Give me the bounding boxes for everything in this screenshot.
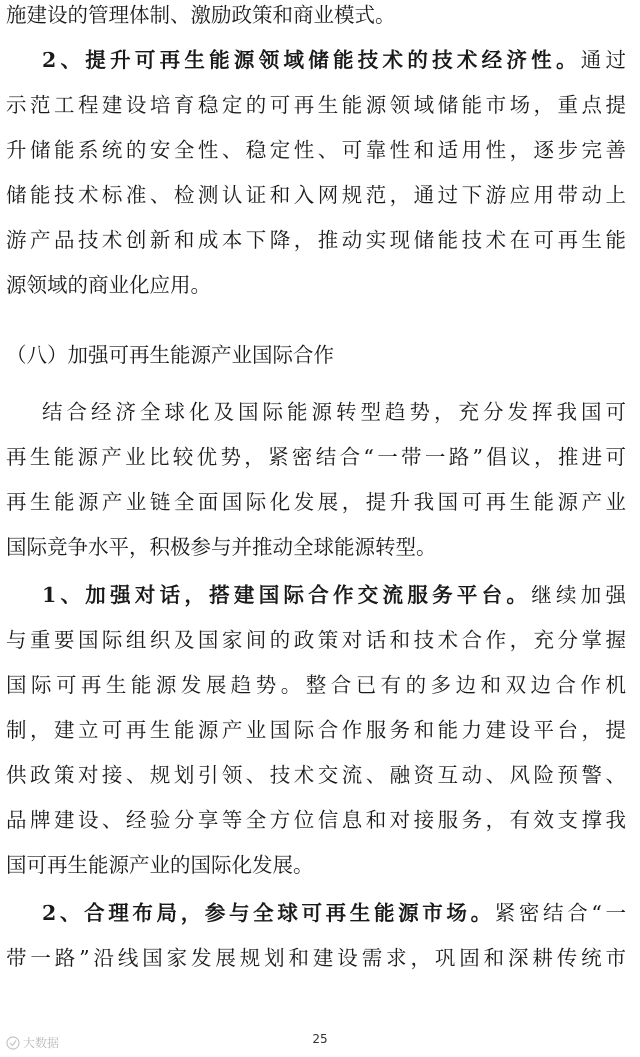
- text-line: 源领域的商业化应用。: [6, 273, 211, 297]
- text-line: 升储能系统的安全性、稳定性、可靠性和适用性，逐步完善: [6, 138, 626, 162]
- watermark-text: 大数据: [23, 1036, 60, 1050]
- text-line: 制，建立可再生能源产业国际合作服务和能力建设平台，提: [6, 718, 626, 742]
- bold-lead-text: 1、加强对话，搭建国际合作交流服务平台。: [42, 583, 532, 607]
- text-line: 供政策对接、规划引领、技术交流、融资互动、风险预警、: [6, 763, 626, 787]
- section-heading: [0, 340, 640, 370]
- bold-lead-text: 2、合理布局，参与全球可再生能源市场。: [42, 901, 495, 925]
- paragraph-line: [0, 487, 640, 517]
- heading-text: （八）加强可再生能源产业国际合作: [6, 343, 334, 367]
- paragraph-line: [0, 943, 640, 973]
- paragraph-line: [0, 397, 640, 427]
- text-line: 国际竞争水平，积极参与并推动全球能源转型。: [6, 535, 437, 559]
- text-line: 结合经济全球化及国际能源转型趋势，充分发挥我国可: [42, 400, 626, 424]
- paragraph-line: [0, 805, 640, 835]
- text-line: 继续加强: [531, 583, 627, 607]
- paragraph-line: [0, 180, 640, 210]
- text-line: 与重要国际组织及国家间的政策对话和技术合作，充分掌握: [6, 628, 626, 652]
- paragraph-line: [0, 898, 640, 928]
- paragraph-line: [0, 135, 640, 165]
- text-line: 储能技术标准、检测认证和入网规范，通过下游应用带动上: [6, 183, 626, 207]
- paragraph-line: [0, 625, 640, 655]
- text-line: 紧密结合“一: [494, 901, 626, 925]
- text-line: 带一路”沿线国家发展规划和建设需求，巩固和深耕传统市: [6, 946, 626, 970]
- paragraph-line: [0, 45, 640, 75]
- text-line: 再生能源产业比较优势，紧密结合“一带一路”倡议，推进可: [6, 445, 626, 469]
- text-line: 再生能源产业链全面国际化发展，提升我国可再生能源产业: [6, 490, 626, 514]
- paragraph-line: [0, 532, 640, 562]
- text-line: 游产品技术创新和成本下降，推动实现储能技术在可再生能: [6, 228, 626, 252]
- text-line: 国可再生能源产业的国际化发展。: [6, 853, 314, 877]
- paragraph-line: [0, 670, 640, 700]
- text-line: 品牌建设、经验分享等全方位信息和对接服务，有效支撑我: [6, 808, 626, 832]
- paragraph-line: [0, 715, 640, 745]
- text-line: 示范工程建设培育稳定的可再生能源领域储能市场，重点提: [6, 93, 626, 117]
- text-line: 国际可再生能源发展趋势。整合已有的多边和双边合作机: [6, 673, 626, 697]
- bold-lead-text: 2、提升可再生能源领域储能技术的技术经济性。: [42, 48, 581, 72]
- paragraph-line: [0, 225, 640, 255]
- paragraph-line: [0, 442, 640, 472]
- paragraph-line: [0, 0, 640, 30]
- text-line: 施建设的管理体制、激励政策和商业模式。: [6, 3, 396, 27]
- paragraph-line: [0, 850, 640, 880]
- page-number: 25: [312, 1032, 328, 1046]
- text-line: 通过: [580, 48, 627, 72]
- paragraph-line: [0, 270, 640, 300]
- paragraph-line: [0, 90, 640, 120]
- paragraph-line: [0, 760, 640, 790]
- paragraph-line: [0, 580, 640, 610]
